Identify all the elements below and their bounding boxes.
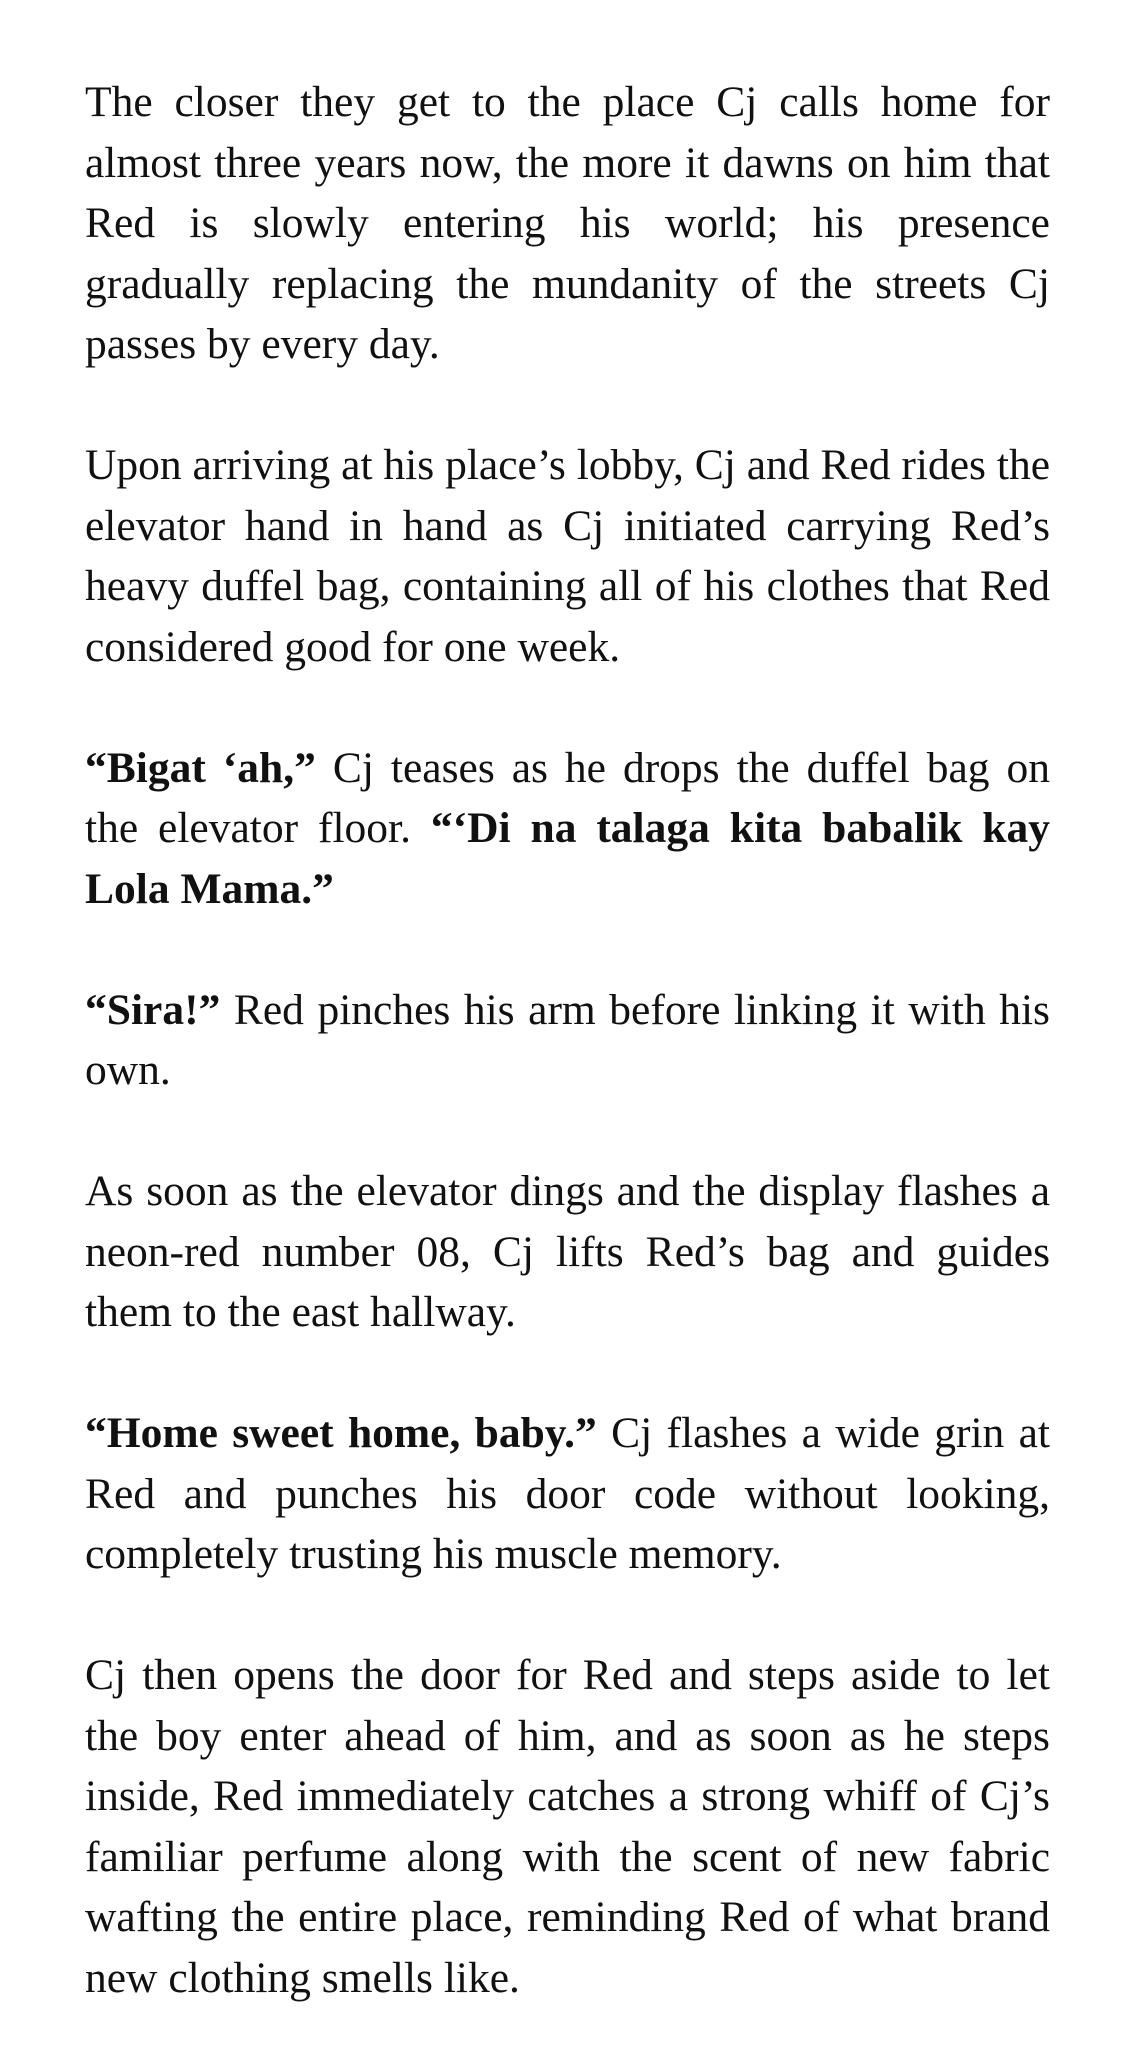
paragraph-2 — [85, 435, 1050, 677]
paragraph-3 — [85, 738, 1050, 920]
narration: Cj then opens the door for Red and steps aside to let the boy enter ahead of him, and as soon as he steps inside, Red immediately catches a strong whiff of Cj’s familiar perfume along with the scent of new fabric wafting the entire place, reminding Red of what brand new clothing smells like. — [85, 1651, 1050, 2002]
dialogue: “Bigat ‘ah,” — [85, 743, 316, 792]
narration: As soon as the elevator dings and the display flashes a neon-red number 08, Cj lifts Red’s bag and guides them to the east hallway. — [85, 1167, 1050, 1336]
narration: Cj teases as he drops the duffel bag on the elevator floor. — [85, 743, 1051, 852]
narration: Cj flashes a wide grin at Red and punches his door code without looking, completely trusting his muscle memory. — [85, 1409, 1050, 1578]
paragraph-1 — [85, 72, 1050, 375]
narration: Red pinches his arm before linking it with his own. — [85, 985, 1050, 1094]
narration: Upon arriving at his place’s lobby, Cj and Red rides the elevator hand in hand as Cj initiated carrying Red’s heavy duffel bag, containing all of his clothes that Red considered good for one week. — [85, 441, 1050, 671]
story-text — [85, 72, 1050, 2069]
paragraph-7 — [85, 1645, 1050, 2008]
paragraph-4 — [85, 980, 1050, 1101]
dialogue: “Home sweet home, baby.” — [85, 1409, 597, 1457]
narration: The closer they get to the place Cj calls home for almost three years now, the more it dawns on him that Red is slowly entering his world; his presence gradually replacing the mundanity of the streets Cj passes by every day. — [85, 78, 1050, 368]
dialogue: “‘Di na talaga kita babalik kay Lola Mama.” — [85, 804, 1050, 913]
paragraph-5 — [85, 1161, 1050, 1343]
dialogue: “Sira!” — [85, 985, 221, 1034]
paragraph-6 — [85, 1403, 1050, 1585]
